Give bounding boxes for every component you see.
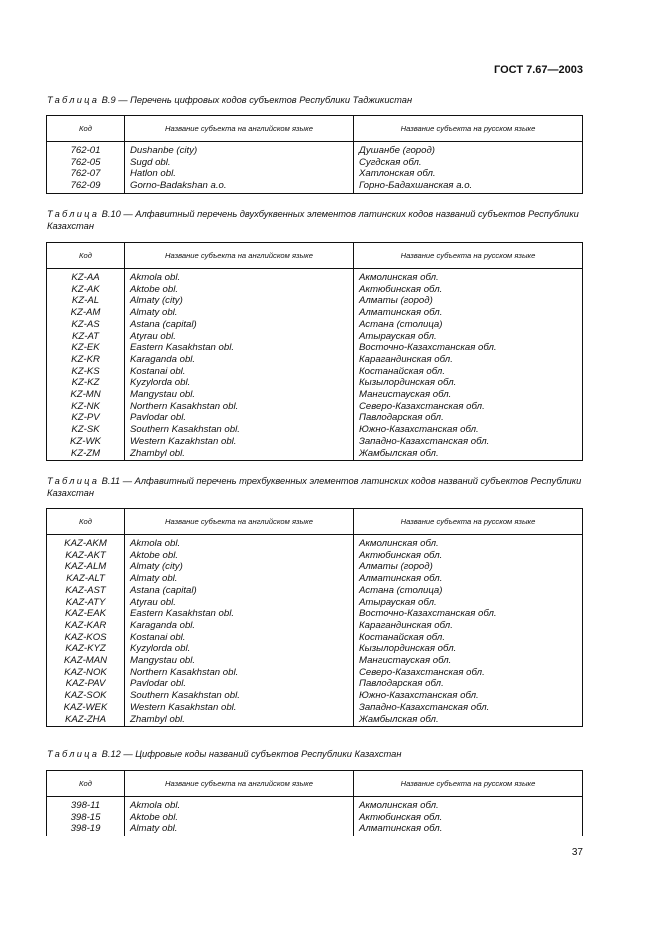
table-label: Таблица (47, 749, 100, 759)
cell-russian-name: Хатлонская обл. (354, 168, 583, 180)
column-header-english: Название субъекта на английском языке (125, 116, 354, 142)
cell-russian-name: Акмолинская обл. (354, 269, 583, 284)
table-row (47, 667, 583, 679)
cell-russian-name: Алматы (город) (354, 561, 583, 573)
cell-russian-name: Астана (столица) (354, 319, 583, 331)
cell-russian-name: Мангистауская обл. (354, 655, 583, 667)
cell-code: KAZ-KOS (47, 632, 125, 644)
cell-code: 398-11 (47, 797, 125, 812)
cell-english-name: Kyzylorda obl. (125, 643, 354, 655)
table-row (47, 342, 583, 354)
cell-code: KAZ-EAK (47, 608, 125, 620)
document-standard-header: ГОСТ 7.67—2003 (494, 64, 583, 76)
cell-english-name: Atyrau obl. (125, 331, 354, 343)
table-label: Таблица (47, 209, 100, 219)
cell-code: KAZ-NOK (47, 667, 125, 679)
table-row (47, 608, 583, 620)
cell-russian-name: Кызылординская обл. (354, 643, 583, 655)
cell-english-name: Kyzylorda obl. (125, 377, 354, 389)
column-header-code: Код (47, 509, 125, 535)
cell-code: KAZ-ALM (47, 561, 125, 573)
table-title: В.10 — Алфавитный перечень двухбуквенных элементов латинских кодов названий субъектов Республики Казахстан (47, 209, 579, 231)
column-header-code: Код (47, 116, 125, 142)
cell-english-name: Karaganda obl. (125, 354, 354, 366)
table-row (47, 702, 583, 714)
cell-code: KAZ-WEK (47, 702, 125, 714)
table-row (47, 401, 583, 413)
column-header-russian: Название субъекта на русском языке (354, 243, 583, 269)
table-row (47, 573, 583, 585)
cell-english-name: Almaty (city) (125, 561, 354, 573)
table-caption-b12 (47, 748, 587, 760)
table-row (47, 319, 583, 331)
cell-english-name: Hatlon obl. (125, 168, 354, 180)
cell-russian-name: Атырауская обл. (354, 597, 583, 609)
cell-english-name: Pavlodar obl. (125, 412, 354, 424)
table-row (47, 331, 583, 343)
table-row (47, 655, 583, 667)
cell-code: KZ-EK (47, 342, 125, 354)
table-row (47, 643, 583, 655)
cell-code: KZ-KZ (47, 377, 125, 389)
table-row (47, 412, 583, 424)
cell-code: KZ-PV (47, 412, 125, 424)
cell-english-name: Astana (capital) (125, 585, 354, 597)
cell-russian-name: Жамбылская обл. (354, 448, 583, 461)
table-caption-b11 (47, 475, 587, 499)
cell-russian-name: Костанайская обл. (354, 366, 583, 378)
cell-russian-name: Западно-Казахстанская обл. (354, 702, 583, 714)
table-title: В.12 — Цифровые коды названий субъектов Республики Казахстан (101, 749, 402, 759)
column-header-english: Название субъекта на английском языке (125, 771, 354, 797)
cell-russian-name: Восточно-Казахстанская обл. (354, 342, 583, 354)
cell-english-name: Eastern Kasakhstan obl. (125, 608, 354, 620)
table-row (47, 690, 583, 702)
column-header-russian: Название субъекта на русском языке (354, 771, 583, 797)
cell-code: 398-19 (47, 823, 125, 836)
cell-english-name: Southern Kasakhstan obl. (125, 690, 354, 702)
cell-russian-name: Душанбе (город) (354, 142, 583, 157)
cell-russian-name: Кызылординская обл. (354, 377, 583, 389)
column-header-english: Название субъекта на английском языке (125, 509, 354, 535)
cell-russian-name: Жамбылская обл. (354, 714, 583, 727)
table-row (47, 535, 583, 550)
page-number: 37 (571, 847, 583, 858)
cell-english-name: Akmola obl. (125, 269, 354, 284)
cell-code: 762-07 (47, 168, 125, 180)
table-b10 (46, 242, 583, 461)
table-row (47, 354, 583, 366)
cell-english-name: Kostanai obl. (125, 366, 354, 378)
table-row (47, 550, 583, 562)
table-caption-b9 (47, 94, 587, 106)
table-row (47, 284, 583, 296)
cell-code: KZ-AK (47, 284, 125, 296)
table-label: Таблица (47, 95, 100, 105)
cell-russian-name: Актюбинская обл. (354, 550, 583, 562)
cell-english-name: Northern Kasakhstan obl. (125, 667, 354, 679)
cell-english-name: Pavlodar obl. (125, 678, 354, 690)
table-row (47, 585, 583, 597)
cell-russian-name: Сугдская обл. (354, 157, 583, 169)
cell-english-name: Atyrau obl. (125, 597, 354, 609)
cell-english-name: Eastern Kasakhstan obl. (125, 342, 354, 354)
table-row (47, 678, 583, 690)
cell-english-name: Almaty obl. (125, 823, 354, 836)
column-header-english: Название субъекта на английском языке (125, 243, 354, 269)
cell-code: KAZ-ZHA (47, 714, 125, 727)
cell-russian-name: Актюбинская обл. (354, 812, 583, 824)
table-row (47, 142, 583, 157)
column-header-russian: Название субъекта на русском языке (354, 509, 583, 535)
cell-russian-name: Алматинская обл. (354, 823, 583, 836)
cell-english-name: Mangystau obl. (125, 655, 354, 667)
cell-english-name: Gorno-Badakshan a.o. (125, 180, 354, 193)
cell-code: KZ-SK (47, 424, 125, 436)
table-row (47, 714, 583, 727)
cell-english-name: Astana (capital) (125, 319, 354, 331)
cell-russian-name: Акмолинская обл. (354, 535, 583, 550)
cell-english-name: Aktobe obl. (125, 812, 354, 824)
cell-english-name: Mangystau obl. (125, 389, 354, 401)
cell-code: KZ-AM (47, 307, 125, 319)
table-row (47, 269, 583, 284)
table-row (47, 823, 583, 836)
cell-code: KZ-KS (47, 366, 125, 378)
table-row (47, 168, 583, 180)
column-header-code: Код (47, 243, 125, 269)
table-row (47, 597, 583, 609)
cell-code: KZ-AA (47, 269, 125, 284)
table-title: В.11 — Алфавитный перечень трехбуквенных элементов латинских кодов названий субъектов Республики Казахстан (47, 476, 582, 498)
cell-russian-name: Южно-Казахстанская обл. (354, 690, 583, 702)
cell-english-name: Aktobe obl. (125, 550, 354, 562)
cell-russian-name: Западно-Казахстанская обл. (354, 436, 583, 448)
cell-english-name: Aktobe obl. (125, 284, 354, 296)
table-row (47, 424, 583, 436)
cell-english-name: Zhambyl obl. (125, 714, 354, 727)
cell-russian-name: Атырауская обл. (354, 331, 583, 343)
cell-code: KZ-NK (47, 401, 125, 413)
table-b9 (46, 115, 583, 194)
cell-code: KAZ-PAV (47, 678, 125, 690)
table-row (47, 812, 583, 824)
cell-english-name: Southern Kasakhstan obl. (125, 424, 354, 436)
cell-russian-name: Астана (столица) (354, 585, 583, 597)
cell-english-name: Almaty obl. (125, 307, 354, 319)
cell-russian-name: Костанайская обл. (354, 632, 583, 644)
column-header-code: Код (47, 771, 125, 797)
cell-russian-name: Восточно-Казахстанская обл. (354, 608, 583, 620)
cell-english-name: Zhambyl obl. (125, 448, 354, 461)
cell-code: KAZ-AST (47, 585, 125, 597)
table-row (47, 180, 583, 193)
cell-english-name: Kostanai obl. (125, 632, 354, 644)
cell-code: KAZ-SOK (47, 690, 125, 702)
cell-russian-name: Северо-Казахстанская обл. (354, 401, 583, 413)
table-row (47, 389, 583, 401)
cell-english-name: Sugd obl. (125, 157, 354, 169)
table-row (47, 436, 583, 448)
table-row (47, 295, 583, 307)
cell-english-name: Akmola obl. (125, 797, 354, 812)
table-row (47, 377, 583, 389)
table-b11 (46, 508, 583, 727)
table-label: Таблица (47, 476, 100, 486)
cell-code: KZ-AS (47, 319, 125, 331)
cell-code: KZ-KR (47, 354, 125, 366)
cell-code: KAZ-MAN (47, 655, 125, 667)
cell-code: 762-09 (47, 180, 125, 193)
table-title: В.9 — Перечень цифровых кодов субъектов Республики Таджикистан (101, 95, 413, 105)
cell-english-name: Western Kasakhstan obl. (125, 702, 354, 714)
cell-code: KZ-MN (47, 389, 125, 401)
table-row (47, 561, 583, 573)
cell-english-name: Karaganda obl. (125, 620, 354, 632)
cell-code: KZ-ZM (47, 448, 125, 461)
cell-code: KZ-AT (47, 331, 125, 343)
table-row (47, 157, 583, 169)
cell-russian-name: Павлодарская обл. (354, 412, 583, 424)
cell-russian-name: Карагандинская обл. (354, 620, 583, 632)
table-row (47, 797, 583, 812)
cell-russian-name: Актюбинская обл. (354, 284, 583, 296)
table-row (47, 620, 583, 632)
cell-code: KZ-WK (47, 436, 125, 448)
cell-russian-name: Алматы (город) (354, 295, 583, 307)
cell-code: KAZ-AKM (47, 535, 125, 550)
cell-russian-name: Горно-Бадахшанская а.о. (354, 180, 583, 193)
cell-code: KAZ-ATY (47, 597, 125, 609)
cell-english-name: Northern Kasakhstan obl. (125, 401, 354, 413)
cell-russian-name: Северо-Казахстанская обл. (354, 667, 583, 679)
cell-russian-name: Южно-Казахстанская обл. (354, 424, 583, 436)
cell-code: KAZ-AKT (47, 550, 125, 562)
cell-russian-name: Акмолинская обл. (354, 797, 583, 812)
cell-russian-name: Павлодарская обл. (354, 678, 583, 690)
table-row (47, 632, 583, 644)
cell-code: KAZ-KAR (47, 620, 125, 632)
cell-russian-name: Мангистауская обл. (354, 389, 583, 401)
table-row (47, 366, 583, 378)
cell-english-name: Almaty (city) (125, 295, 354, 307)
table-caption-b10 (47, 208, 587, 232)
cell-code: KAZ-KYZ (47, 643, 125, 655)
cell-english-name: Almaty obl. (125, 573, 354, 585)
table-row (47, 448, 583, 461)
cell-code: 762-01 (47, 142, 125, 157)
cell-english-name: Akmola obl. (125, 535, 354, 550)
table-b12 (46, 770, 583, 836)
cell-russian-name: Алматинская обл. (354, 307, 583, 319)
cell-code: KZ-AL (47, 295, 125, 307)
column-header-russian: Название субъекта на русском языке (354, 116, 583, 142)
cell-code: 762-05 (47, 157, 125, 169)
table-row (47, 307, 583, 319)
cell-english-name: Dushanbe (city) (125, 142, 354, 157)
cell-english-name: Western Kazakhstan obl. (125, 436, 354, 448)
cell-code: 398-15 (47, 812, 125, 824)
cell-russian-name: Алматинская обл. (354, 573, 583, 585)
cell-russian-name: Карагандинская обл. (354, 354, 583, 366)
cell-code: KAZ-ALT (47, 573, 125, 585)
